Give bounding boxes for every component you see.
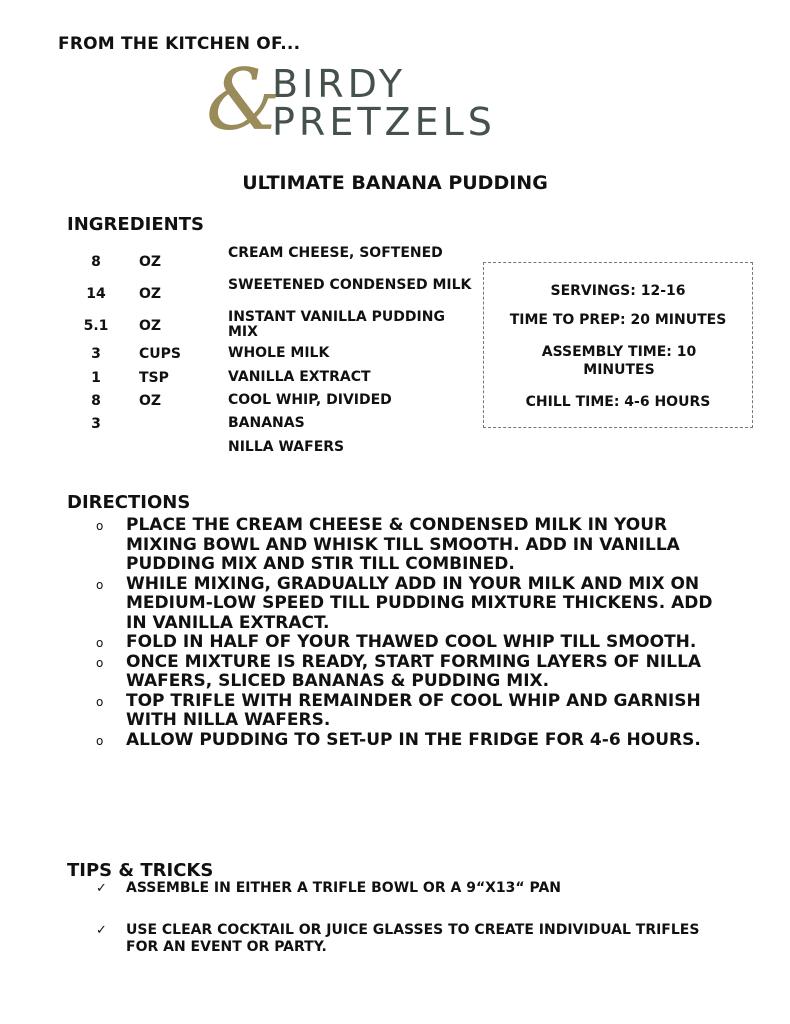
ingredient-name: VANILLA EXTRACT <box>228 369 371 385</box>
direction-step <box>96 516 736 575</box>
direction-step <box>96 633 736 653</box>
tip-text: ASSEMBLE IN EITHER A TRIFLE BOWL OR A 9“X13“ PAN <box>126 880 562 896</box>
logo-ampersand: & <box>206 51 281 149</box>
ingredient-unit: OZ <box>139 318 162 334</box>
ingredient-unit: TSP <box>139 370 169 386</box>
direction-step <box>96 575 736 634</box>
ingredient-name: INSTANT VANILLA PUDDING MIX <box>228 309 445 340</box>
bullet-icon: o <box>96 655 104 670</box>
direction-step <box>96 731 736 751</box>
recipe-info-box <box>483 262 753 428</box>
ingredient-qty: 8 <box>91 393 101 409</box>
chill-time-text: CHILL TIME: 4-6 HOURS <box>525 394 711 410</box>
direction-step-text: WHILE MIXING, GRADUALLY ADD IN YOUR MILK AND MIX ON MEDIUM-LOW SPEED TILL PUDDING MIXTURE THICKENS. ADD IN VANILLA EXTRACT. <box>126 573 713 633</box>
tips-heading: TIPS & TRICKS <box>67 860 214 881</box>
checkmark-icon: ✓ <box>96 881 107 896</box>
bullet-icon: o <box>96 694 104 709</box>
tip-item <box>96 880 736 897</box>
ingredient-qty: 3 <box>91 416 101 432</box>
kitchen-heading: FROM THE KITCHEN OF... <box>58 34 301 54</box>
direction-step <box>96 692 736 731</box>
ingredient-name: NILLA WAFERS <box>228 439 345 455</box>
tip-item <box>96 922 736 956</box>
logo-word-pretzels: PRETZELS <box>272 100 496 144</box>
direction-step-text: ALLOW PUDDING TO SET-UP IN THE FRIDGE FOR 4-6 HOURS. <box>126 729 701 750</box>
direction-step-text: ONCE MIXTURE IS READY, START FORMING LAYERS OF NILLA WAFERS, SLICED BANANAS & PUDDING MIX. <box>126 651 702 691</box>
assembly-time-text: ASSEMBLY TIME: 10 MINUTES <box>541 344 697 378</box>
directions-list <box>96 516 736 750</box>
checkmark-icon: ✓ <box>96 923 107 938</box>
bullet-icon: o <box>96 733 104 748</box>
bullet-icon: o <box>96 519 104 533</box>
ingredient-qty: 1 <box>91 370 101 386</box>
recipe-title: ULTIMATE BANANA PUDDING <box>242 172 548 194</box>
direction-step-text: TOP TRIFLE WITH REMAINDER OF COOL WHIP AND GARNISH WITH NILLA WAFERS. <box>126 690 701 730</box>
direction-step <box>96 653 736 692</box>
ingredient-name: COOL WHIP, DIVIDED <box>228 392 392 408</box>
ingredient-name: SWEETENED CONDENSED MILK <box>228 277 472 293</box>
ingredient-name: CREAM CHEESE, SOFTENED <box>228 245 443 261</box>
direction-step-text: PLACE THE CREAM CHEESE & CONDENSED MILK IN YOUR MIXING BOWL AND WHISK TILL SMOOTH. ADD IN VANILLA PUDDING MIX AND STIR TILL COMBINED. <box>126 515 680 574</box>
ingredient-unit: CUPS <box>139 346 181 362</box>
ingredient-name: WHOLE MILK <box>228 345 330 361</box>
bullet-icon: o <box>96 577 104 592</box>
tips-list <box>96 880 736 956</box>
tip-text: USE CLEAR COCKTAIL OR JUICE GLASSES TO CREATE INDIVIDUAL TRIFLES FOR AN EVENT OR PARTY. <box>126 922 700 955</box>
ingredient-qty: 8 <box>91 254 101 270</box>
logo-word-birdy: BIRDY <box>272 62 407 106</box>
direction-step-text: FOLD IN HALF OF YOUR THAWED COOL WHIP TILL SMOOTH. <box>126 632 697 652</box>
ingredient-qty: 14 <box>86 286 106 302</box>
ingredients-heading: INGREDIENTS <box>67 214 204 235</box>
ingredient-unit: OZ <box>139 286 162 302</box>
ingredient-name: BANANAS <box>228 415 305 431</box>
ingredient-unit: OZ <box>139 393 162 409</box>
bullet-icon: o <box>96 636 104 650</box>
ingredient-unit: OZ <box>139 254 162 270</box>
ingredient-qty: 5.1 <box>83 318 109 334</box>
servings-text: SERVINGS: 12-16 <box>550 283 686 299</box>
ingredient-qty: 3 <box>91 346 101 362</box>
prep-time-text: TIME TO PREP: 20 MINUTES <box>509 312 727 328</box>
directions-heading: DIRECTIONS <box>67 492 191 513</box>
